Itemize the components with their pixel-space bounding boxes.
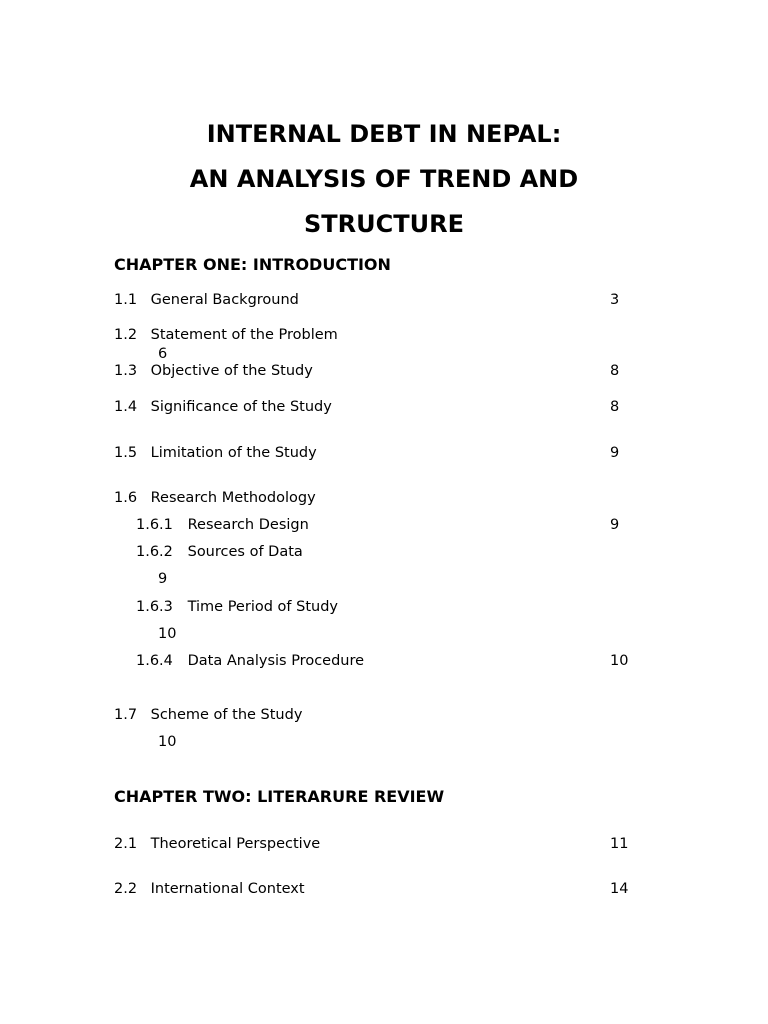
toc-entry-number: 2.1 — [114, 836, 138, 852]
toc-entry-1-6-2 — [136, 543, 303, 561]
toc-entry-label: Theoretical Perspective — [150, 836, 321, 852]
toc-entry-1-2 — [114, 326, 338, 344]
toc-entry-2-1 — [114, 835, 320, 853]
toc-entry-page: 9 — [158, 571, 168, 587]
toc-entry-label: Scheme of the Study — [150, 707, 303, 723]
toc-entry-label: Time Period of Study — [187, 599, 338, 615]
toc-entry-label: Sources of Data — [187, 544, 303, 560]
toc-entry-number: 2.2 — [114, 881, 138, 897]
toc-entry-label: Objective of the Study — [150, 363, 313, 379]
toc-entry-1-5 — [114, 444, 317, 462]
toc-entry-1-6-4 — [136, 652, 364, 670]
toc-entry-label: International Context — [150, 881, 305, 897]
toc-entry-page: 10 — [610, 653, 629, 669]
toc-entry-label: Statement of the Problem — [150, 327, 338, 343]
toc-entry-1-6-3 — [136, 598, 338, 616]
toc-entry-label: Significance of the Study — [150, 399, 332, 415]
toc-entry-label: Research Design — [187, 517, 309, 533]
toc-entry-page: 6 — [158, 346, 168, 362]
toc-entry-page: 8 — [610, 399, 620, 415]
toc-entry-label: Research Methodology — [150, 490, 316, 506]
toc-entry-page: 10 — [158, 734, 177, 750]
toc-entry-label: Data Analysis Procedure — [187, 653, 365, 669]
toc-entry-page: 8 — [610, 363, 620, 379]
toc-entry-2-2 — [114, 880, 305, 898]
title-line-2: AN ANALYSIS OF TREND AND — [189, 165, 579, 193]
toc-entry-number: 1.5 — [114, 445, 138, 461]
toc-entry-1-3 — [114, 362, 313, 380]
title-line-3: STRUCTURE — [304, 210, 464, 238]
toc-entry-1-4 — [114, 398, 332, 416]
title-line-1: INTERNAL DEBT IN NEPAL: — [206, 120, 562, 148]
toc-entry-number: 1.1 — [114, 292, 138, 308]
toc-entry-number: 1.4 — [114, 399, 138, 415]
toc-entry-number: 1.6.1 — [136, 517, 173, 533]
toc-entry-number: 1.6.4 — [136, 653, 173, 669]
toc-entry-number: 1.6.2 — [136, 544, 173, 560]
toc-entry-number: 1.3 — [114, 363, 138, 379]
toc-entry-number: 1.6.3 — [136, 599, 173, 615]
chapter-one-heading: CHAPTER ONE: INTRODUCTION — [114, 255, 391, 274]
toc-entry-1-6-1 — [136, 516, 309, 534]
toc-entry-page: 10 — [158, 626, 177, 642]
toc-entry-number: 1.7 — [114, 707, 138, 723]
toc-entry-number: 1.6 — [114, 490, 138, 506]
toc-entry-page: 9 — [610, 445, 620, 461]
toc-entry-number: 1.2 — [114, 327, 138, 343]
toc-entry-page: 9 — [610, 517, 620, 533]
toc-entry-1-6 — [114, 489, 316, 507]
chapter-two-heading: CHAPTER TWO: LITERARURE REVIEW — [114, 787, 445, 806]
toc-entry-1-1 — [114, 291, 299, 309]
toc-entry-label: General Background — [150, 292, 299, 308]
toc-entry-label: Limitation of the Study — [150, 445, 317, 461]
toc-entry-page: 14 — [610, 881, 629, 897]
toc-entry-1-7 — [114, 706, 302, 724]
toc-entry-page: 11 — [610, 836, 629, 852]
toc-entry-page: 3 — [610, 292, 620, 308]
